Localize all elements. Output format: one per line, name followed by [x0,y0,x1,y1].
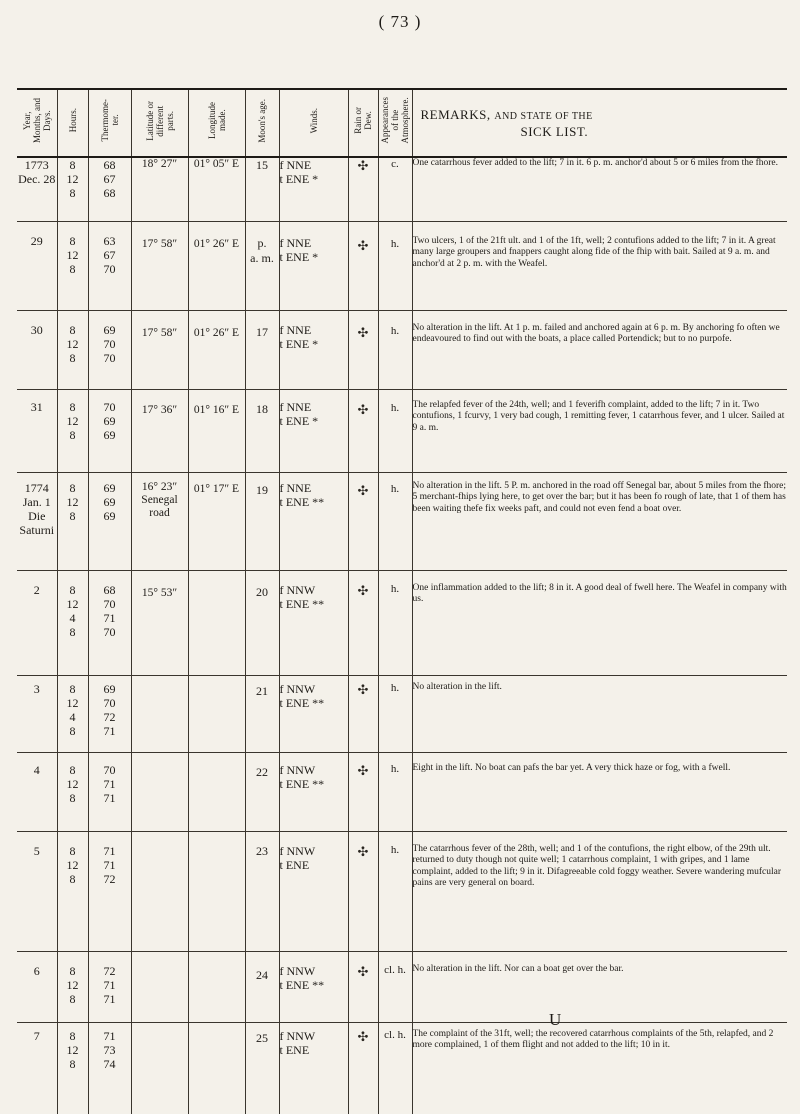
winds-cell: f NNW t ENE ** [279,570,348,675]
appearance-cell: cl. h. [378,951,412,1022]
appearance-cell: h. [378,389,412,472]
remarks-cell: Two ulcers, 1 of the 21ft ult. and 1 of the 1ft, well; 2 contufions added to the lift; 7 in it. A great many large groupers and fnappers caught along fide of the fhip with bait. Sailed at 9 a. m. and anchor'd at 2 p. m. with the Weafel. [412,221,787,310]
weather-mark-icon: ✣ [357,963,369,979]
moon-cell: 20 [245,570,279,675]
page-number: ( 73 ) [378,12,422,31]
latitude-cell [131,675,188,752]
hours-cell: 8 12 8 [57,951,88,1022]
table-row [17,310,787,389]
weather-mark-icon: ✣ [357,1028,369,1044]
weather-mark-icon: ✣ [357,762,369,778]
hours-cell: 8 12 8 [57,1022,88,1114]
thermometer-cell: 69 70 72 71 [88,675,131,752]
weather-mark-icon: ✣ [357,582,369,598]
weather-mark-icon: ✣ [357,158,369,173]
moon-cell: p. a. m. [245,221,279,310]
signature-mark: U [549,1010,562,1029]
remarks-cell: No alteration in the lift. At 1 p. m. failed and anchored again at 6 p. m. By anchoring fo often we endeavoured to find out with the boats, a place called Portendick; but to no purpofe. [412,310,787,389]
table-row [17,157,787,221]
appearance-cell: c. [378,157,412,221]
latitude-cell: 17° 36″ [131,389,188,472]
weather-mark-icon: ✣ [357,681,369,697]
date-cell: 6 [17,951,57,1022]
longitude-cell [188,1022,245,1114]
latitude-cell [131,752,188,831]
moon-cell: 19 [245,472,279,570]
weather-mark-icon: ✣ [357,324,369,340]
rain-cell [348,570,378,675]
date-cell: 7 [33,1028,40,1043]
hours-cell: 8 12 8 [57,389,88,472]
remarks-cell: One inflammation added to the lift; 8 in it. A good deal of fwell here. The Weafel in company with us. [412,570,787,675]
longitude-cell: 01° 16″ E [188,389,245,472]
longitude-cell [188,951,245,1022]
weather-mark-icon: ✣ [357,843,369,859]
thermometer-cell: 63 67 70 [88,221,131,310]
winds-cell: f NNE t ENE * [279,157,348,221]
header-appearance: Appearances of the Atmosphere. [378,89,412,157]
appearance-cell: h. [378,221,412,310]
date-cell: 1774 Jan. 1 Die Saturni [17,472,57,570]
winds-cell: f NNW t ENE ** [279,675,348,752]
moon-cell: 25 [245,1022,279,1114]
rain-cell [348,157,378,221]
header-remarks [412,89,787,157]
appearance-cell: h. [378,752,412,831]
appearance-cell: h. [378,472,412,570]
appearance-cell: h. [378,310,412,389]
longitude-cell: 01° 17″ E [188,472,245,570]
date-cell: 31 [17,389,57,472]
winds-cell: f NNE t ENE * [279,310,348,389]
latitude-cell [131,1022,188,1114]
table-row [17,221,787,310]
winds-cell: f NNW t ENE ** [279,951,348,1022]
moon-cell: 17 [245,310,279,389]
longitude-cell [188,831,245,951]
moon-cell: 24 [245,951,279,1022]
weather-log-table [17,88,787,1114]
latitude-cell: 15° 53″ [131,570,188,675]
moon-cell: 15 [245,157,279,221]
table-row [17,472,787,570]
hours-cell: 8 12 4 8 [57,675,88,752]
weather-mark-icon: ✣ [357,401,369,417]
rain-cell [348,389,378,472]
date-cell: 5 [17,831,57,951]
thermometer-cell: 68 70 71 70 [88,570,131,675]
appearance-cell: h. [378,831,412,951]
thermometer-cell: 68 67 68 [88,157,131,221]
latitude-cell: 16° 23″ Senegal road [131,472,188,570]
remarks-title-line2: SICK LIST. [520,124,589,139]
hours-cell: 8 12 8 [57,157,88,221]
appearance-cell: cl. h. [378,1022,412,1114]
remarks-cell: The catarrhous fever of the 28th, well; and 1 of the contufions, the right elbow, of the 29th ult. returned to duty though not quite well; 1 catarrhous complaint, 1 with gripes, and 1 lame complaint, added to the lift; 9 in it. Difagreeable cold foggy weather. Severe wandering mufcular pains are very general on board. [412,831,787,951]
hours-cell: 8 12 8 [57,221,88,310]
date-cell: 29 [17,221,57,310]
latitude-cell [131,831,188,951]
weather-mark-icon: ✣ [357,482,369,498]
header-longitude: Longitude made. [188,89,245,157]
latitude-cell: 18° 27″ [131,157,188,221]
remarks-title-rest: AND STATE OF THE [494,111,593,122]
table-row [17,570,787,675]
header-row [17,89,787,157]
header-winds: Winds. [279,89,348,157]
header-date: Year, Months, and Days. [17,89,57,157]
hours-cell: 8 12 4 8 [57,570,88,675]
date-cell: 3 [17,675,57,752]
moon-cell: 23 [245,831,279,951]
date-cell: 1773 Dec. 28 [17,157,57,221]
rain-cell [348,831,378,951]
header-thermometer: Thermome- ter. [88,89,131,157]
weather-mark-icon: ✣ [357,237,369,253]
header-hours: Hours. [57,89,88,157]
thermometer-cell: 69 69 69 [88,472,131,570]
date-cell: 4 [17,752,57,831]
thermometer-cell: 69 70 70 [88,310,131,389]
table-row [17,675,787,752]
hours-cell: 8 12 8 [57,752,88,831]
rain-cell [348,951,378,1022]
remarks-cell: Eight in the lift. No boat can pafs the bar yet. A very thick haze or fog, with a fwell. [412,752,787,831]
remarks-cell: No alteration in the lift. 5 P. m. anchored in the road off Senegal bar, about 5 miles from the fhore; 5 merchant-fhips lying here, to get over the bar; but it has been fo rough of late, that 1 of them has been waiting thefe fix weeks paft, and could not even fend a boat over. [412,472,787,570]
winds-cell: f NNW t ENE [279,1022,348,1114]
winds-cell: f NNE t ENE ** [279,472,348,570]
moon-cell: 18 [245,389,279,472]
longitude-cell: 01° 05″ E [188,157,245,221]
thermometer-cell: 72 71 71 [88,951,131,1022]
thermometer-cell: 71 71 72 [88,831,131,951]
date-cell: 2 [17,570,57,675]
rain-cell [348,221,378,310]
moon-cell: 22 [245,752,279,831]
appearance-cell: h. [378,570,412,675]
winds-cell: f NNW t ENE ** [279,752,348,831]
hours-cell: 8 12 8 [57,831,88,951]
rain-cell [348,1022,378,1114]
header-latitude: Latitude or different parts. [131,89,188,157]
remarks-cell: One catarrhous fever added to the lift; 7 in it. 6 p. m. anchor'd about 5 or 6 miles from the fhore. [412,157,787,221]
latitude-cell: 17° 58″ [131,310,188,389]
longitude-cell: 01° 26″ E [188,310,245,389]
table-row [17,389,787,472]
thermometer-cell: 70 71 71 [88,752,131,831]
table-row [17,951,787,1022]
longitude-cell [188,675,245,752]
rain-cell [348,752,378,831]
table-row [17,831,787,951]
rain-cell [348,675,378,752]
remarks-cell: The complaint of the 31ft, well; the recovered catarrhous complaints of the 5th, relapfed, and 2 more complained, 1 of them flight and not added to the lift; 10 in it. [412,1022,787,1114]
longitude-cell [188,570,245,675]
remarks-cell: No alteration in the lift. Nor can a boat get over the bar. [412,951,787,1022]
thermometer-cell: 71 73 74 [88,1022,131,1114]
latitude-cell [131,951,188,1022]
hours-cell: 8 12 8 [57,310,88,389]
moon-cell: 21 [245,675,279,752]
rain-cell [348,472,378,570]
longitude-cell [188,752,245,831]
rain-cell [348,310,378,389]
winds-cell: f NNE t ENE * [279,389,348,472]
table-row [17,1022,787,1114]
remarks-cell: No alteration in the lift. [412,675,787,752]
table-row [17,752,787,831]
winds-cell: f NNW t ENE [279,831,348,951]
longitude-cell: 01° 26″ E [188,221,245,310]
thermometer-cell: 70 69 69 [88,389,131,472]
date-cell: 30 [17,310,57,389]
remarks-cell: The relapfed fever of the 24th, well; and 1 feverifh complaint, added to the lift; 7 in it. Two contufions, 1 fcurvy, 1 very bad cough, 1 remitting fever, 1 catarrhous fever, and 1 ulcer. Sailed at 9 a. m. [412,389,787,472]
header-moon: Moon's age. [245,89,279,157]
header-rain: Rain or Dew. [348,89,378,157]
hours-cell: 8 12 8 [57,472,88,570]
latitude-cell: 17° 58″ [131,221,188,310]
winds-cell: f NNE t ENE * [279,221,348,310]
remarks-title-lead: REMARKS, [420,107,491,122]
appearance-cell: h. [378,675,412,752]
